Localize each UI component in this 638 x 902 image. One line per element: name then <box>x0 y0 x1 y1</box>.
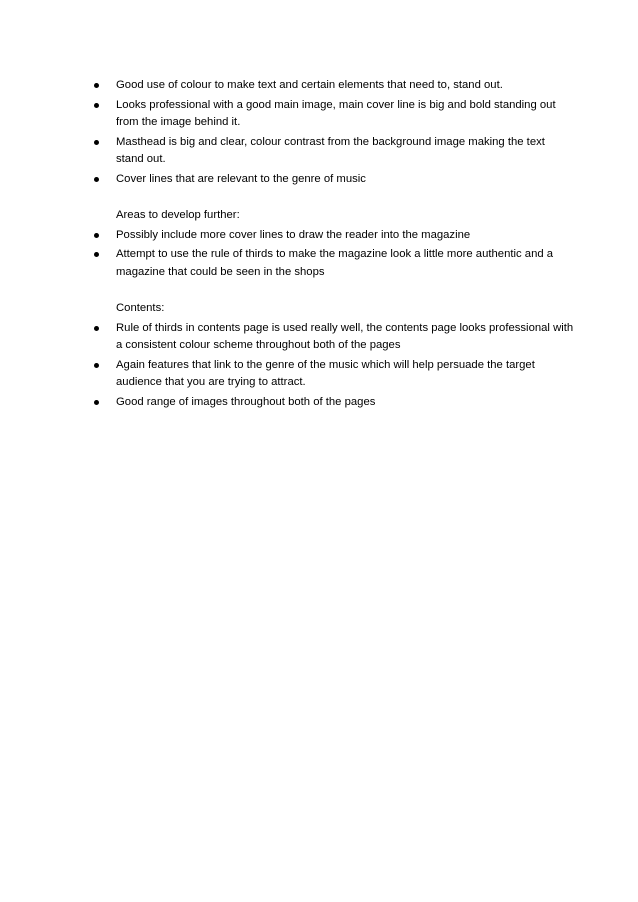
list-item-text: Masthead is big and clear, colour contrast from the background image making the text stand out. <box>116 135 545 165</box>
bullet-icon <box>94 177 99 182</box>
bullet-icon <box>94 233 99 238</box>
section-heading-contents: Contents: <box>116 302 165 314</box>
strengths-list <box>94 77 574 188</box>
spacer <box>94 190 574 207</box>
list-item <box>94 246 574 281</box>
list-item <box>94 97 574 132</box>
develop-list <box>94 227 574 282</box>
list-item-text: Cover lines that are relevant to the genre of music <box>116 172 366 185</box>
list-item-text: Looks professional with a good main image, main cover line is big and bold standing out from the image behind it. <box>116 98 556 128</box>
contents-list <box>94 320 574 412</box>
list-item <box>94 227 574 245</box>
document-content <box>94 77 574 413</box>
list-item <box>94 394 574 412</box>
bullet-icon <box>94 400 99 405</box>
list-item-text: Again features that link to the genre of the music which will help persuade the target audience that you are trying to attract. <box>116 358 535 388</box>
bullet-icon <box>94 83 99 88</box>
spacer <box>94 283 574 300</box>
list-item-text: Good use of colour to make text and certain elements that need to, stand out. <box>116 79 503 91</box>
list-item <box>94 77 574 95</box>
section-heading-develop: Areas to develop further: <box>116 209 240 221</box>
bullet-icon <box>94 140 99 145</box>
list-item <box>94 320 574 355</box>
list-item-text: Rule of thirds in contents page is used really well, the contents page looks professional with a consistent colour scheme throughout both of the pages <box>116 321 574 351</box>
list-item <box>94 357 574 392</box>
bullet-icon <box>94 363 99 368</box>
bullet-icon <box>94 252 99 257</box>
bullet-icon <box>94 103 99 108</box>
list-item-text: Possibly include more cover lines to draw the reader into the magazine <box>116 228 471 241</box>
list-item-text: Attempt to use the rule of thirds to make the magazine look a little more authentic and a magazine that could be seen in the shops <box>116 248 554 278</box>
list-item <box>94 134 574 169</box>
bullet-icon <box>94 326 99 331</box>
list-item <box>94 171 574 189</box>
list-item-text: Good range of images throughout both of the pages <box>116 395 376 408</box>
